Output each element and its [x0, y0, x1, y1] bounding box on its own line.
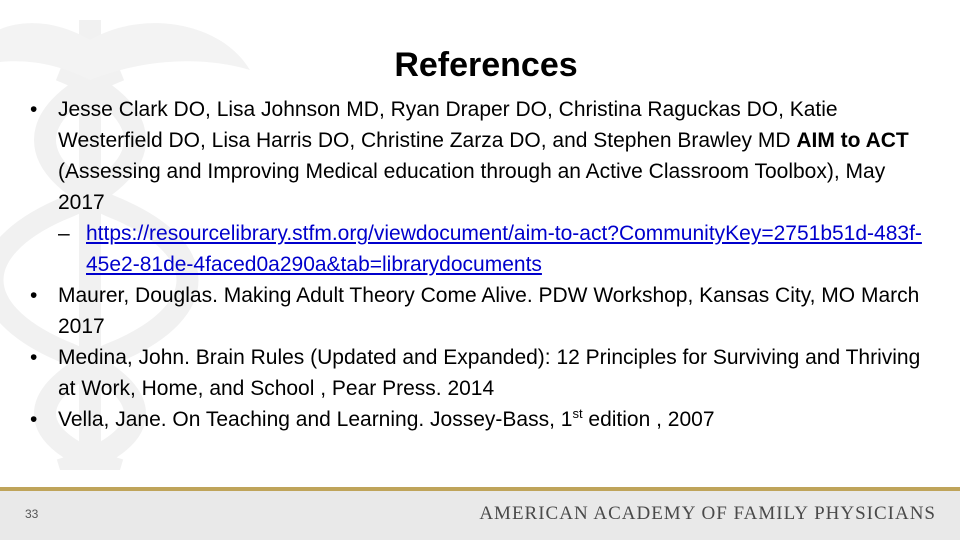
reference-1-title-bold: AIM to ACT	[796, 129, 909, 152]
reference-4-superscript: st	[572, 406, 583, 421]
slide-title: References	[394, 46, 578, 84]
reference-4-edition: edition , 2007	[582, 408, 715, 431]
reference-3-text: Medina, John. Brain Rules (Updated and Expanded): 12 Principles for Surviving and Thriving at Work, Home, and School , Pear Press. 2014	[58, 346, 921, 400]
bullet-icon: •	[30, 408, 38, 431]
page-number: 33	[25, 507, 39, 521]
reference-item-2	[28, 280, 928, 342]
reference-1-authors: Jesse Clark DO, Lisa Johnson MD, Ryan Draper DO, Christina Raguckas DO, Katie Westerfield DO, Lisa Harris DO, Christine Zarza DO, and Stephen Brawley MD	[58, 98, 838, 152]
reference-item-4	[28, 404, 928, 435]
bullet-icon: •	[30, 284, 38, 307]
reference-item-3	[28, 342, 928, 404]
reference-4-text: Vella, Jane. On Teaching and Learning. Jossey-Bass, 1	[58, 408, 573, 431]
bullet-icon: •	[30, 98, 38, 121]
reference-1-rest: (Assessing and Improving Medical education through an Active Classroom Toolbox), May 2017	[58, 160, 886, 214]
reference-1-link-item	[28, 218, 928, 280]
bullet-icon: •	[30, 346, 38, 369]
reference-item-1	[28, 94, 928, 218]
dash-icon: –	[58, 222, 70, 245]
footer-brand-logo: AMERICAN ACADEMY OF FAMILY PHYSICIANS	[479, 503, 936, 524]
reference-1-link[interactable]: https://resourcelibrary.stfm.org/viewdocument/aim-to-act?CommunityKey=2751b51d-483f-45e2-81de-4faced0a290a&tab=librarydocuments	[86, 222, 922, 276]
reference-2-text: Maurer, Douglas. Making Adult Theory Come Alive. PDW Workshop, Kansas City, MO March 2017	[58, 284, 920, 338]
footer-accent-line	[0, 487, 960, 491]
references-list	[28, 94, 928, 435]
